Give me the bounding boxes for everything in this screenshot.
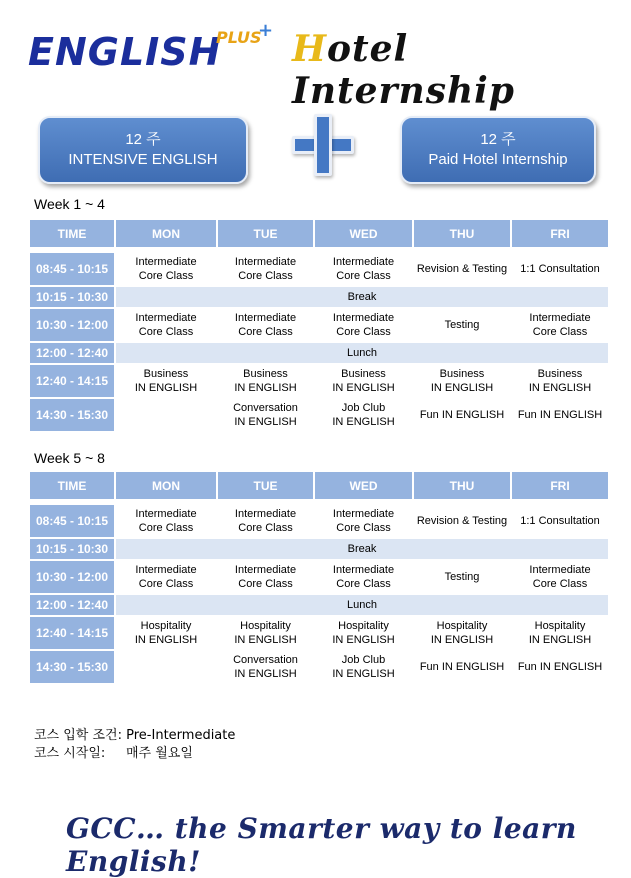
column-header: THU xyxy=(414,220,510,247)
column-header: MON xyxy=(116,472,216,499)
break-cell: Break xyxy=(116,287,608,307)
title-rest: otel Internship xyxy=(292,28,515,112)
program-intensive-english xyxy=(38,116,248,184)
schedule-cell: Job Club IN ENGLISH xyxy=(315,399,412,431)
schedule-cell: Revision & Testing xyxy=(414,505,510,537)
schedule-table-week1 xyxy=(28,218,610,433)
header xyxy=(0,0,631,112)
schedule-table-week5 xyxy=(28,470,610,685)
program-name: INTENSIVE ENGLISH xyxy=(68,151,218,168)
logo-english: ENGLISH xyxy=(28,30,222,74)
time-cell: 10:30 - 12:00 xyxy=(30,309,114,341)
time-cell: 10:15 - 10:30 xyxy=(30,539,114,559)
column-header: WED xyxy=(315,220,412,247)
start-label: 코스 시작일: xyxy=(34,746,106,761)
schedule-cell: Intermediate Core Class xyxy=(315,253,412,285)
time-cell: 14:30 - 15:30 xyxy=(30,399,114,431)
time-cell: 12:00 - 12:40 xyxy=(30,595,114,615)
program-hotel-internship xyxy=(400,116,596,184)
schedule-cell: Fun IN ENGLISH xyxy=(414,651,510,683)
schedule-cell: Fun IN ENGLISH xyxy=(512,399,608,431)
time-cell: 08:45 - 10:15 xyxy=(30,505,114,537)
schedule-cell: 1:1 Consultation xyxy=(512,253,608,285)
schedule-cell: Intermediate Core Class xyxy=(218,309,313,341)
start-value: 매주 월요일 xyxy=(125,746,193,761)
schedule-cell: Hospitality IN ENGLISH xyxy=(414,617,510,649)
schedule-cell: Hospitality IN ENGLISH xyxy=(116,617,216,649)
column-header: TUE xyxy=(218,220,313,247)
break-cell: Break xyxy=(116,539,608,559)
time-cell: 12:40 - 14:15 xyxy=(30,617,114,649)
schedule-cell: Job Club IN ENGLISH xyxy=(315,651,412,683)
entry-value: Pre-Intermediate xyxy=(126,728,236,743)
slogan: GCC… the Smarter way to learn English! xyxy=(66,812,577,878)
lunch-cell: Lunch xyxy=(116,595,608,615)
entry-requirement xyxy=(34,727,235,745)
schedule-cell: Hospitality IN ENGLISH xyxy=(218,617,313,649)
column-header: THU xyxy=(414,472,510,499)
page-title xyxy=(292,28,631,112)
logo-plus: PLUS xyxy=(216,28,262,47)
column-header: FRI xyxy=(512,472,608,499)
schedule-cell: Business IN ENGLISH xyxy=(414,365,510,397)
schedule-cell: Testing xyxy=(414,309,510,341)
schedule-cell: Intermediate Core Class xyxy=(315,505,412,537)
lunch-cell: Lunch xyxy=(116,343,608,363)
program-name: Paid Hotel Internship xyxy=(428,151,568,168)
time-cell: 14:30 - 15:30 xyxy=(30,651,114,683)
schedule-cell: Intermediate Core Class xyxy=(315,561,412,593)
time-cell: 12:00 - 12:40 xyxy=(30,343,114,363)
schedule-cell: Intermediate Core Class xyxy=(218,253,313,285)
program-duration: 12 주 xyxy=(480,131,516,148)
plus-icon: + xyxy=(258,20,274,41)
schedule-cell: Intermediate Core Class xyxy=(218,505,313,537)
start-date xyxy=(34,745,235,763)
time-cell: 10:15 - 10:30 xyxy=(30,287,114,307)
schedule-cell xyxy=(116,399,216,431)
schedule-cell: Fun IN ENGLISH xyxy=(512,651,608,683)
week-label: Week 1 ~ 4 xyxy=(34,196,105,212)
schedule-cell: Revision & Testing xyxy=(414,253,510,285)
schedule-cell: Hospitality IN ENGLISH xyxy=(512,617,608,649)
schedule-cell: Business IN ENGLISH xyxy=(218,365,313,397)
column-header: WED xyxy=(315,472,412,499)
week-label: Week 5 ~ 8 xyxy=(34,450,105,466)
schedule-cell: Conversation IN ENGLISH xyxy=(218,399,313,431)
schedule-cell: Conversation IN ENGLISH xyxy=(218,651,313,683)
schedule-cell: 1:1 Consultation xyxy=(512,505,608,537)
schedule-cell: Fun IN ENGLISH xyxy=(414,399,510,431)
schedule-cell: Business IN ENGLISH xyxy=(315,365,412,397)
schedule-cell: Business IN ENGLISH xyxy=(512,365,608,397)
schedule-cell: Intermediate Core Class xyxy=(315,309,412,341)
entry-label: 코스 입학 조건: xyxy=(34,728,122,743)
schedule-cell xyxy=(116,651,216,683)
title-first-letter: H xyxy=(292,28,328,70)
schedule-cell: Intermediate Core Class xyxy=(116,505,216,537)
schedule-cell: Intermediate Core Class xyxy=(116,253,216,285)
column-header: TUE xyxy=(218,472,313,499)
column-header: TIME xyxy=(30,472,114,499)
column-header: TIME xyxy=(30,220,114,247)
schedule-cell: Hospitality IN ENGLISH xyxy=(315,617,412,649)
schedule-cell: Intermediate Core Class xyxy=(116,561,216,593)
schedule-cell: Intermediate Core Class xyxy=(116,309,216,341)
program-duration: 12 주 xyxy=(125,131,161,148)
time-cell: 08:45 - 10:15 xyxy=(30,253,114,285)
course-conditions xyxy=(34,727,235,763)
time-cell: 10:30 - 12:00 xyxy=(30,561,114,593)
column-header: FRI xyxy=(512,220,608,247)
schedule-cell: Business IN ENGLISH xyxy=(116,365,216,397)
schedule-cell: Intermediate Core Class xyxy=(512,561,608,593)
schedule-cell: Intermediate Core Class xyxy=(512,309,608,341)
schedule-cell: Intermediate Core Class xyxy=(218,561,313,593)
plus-icon xyxy=(292,114,354,176)
time-cell: 12:40 - 14:15 xyxy=(30,365,114,397)
schedule-cell: Testing xyxy=(414,561,510,593)
column-header: MON xyxy=(116,220,216,247)
